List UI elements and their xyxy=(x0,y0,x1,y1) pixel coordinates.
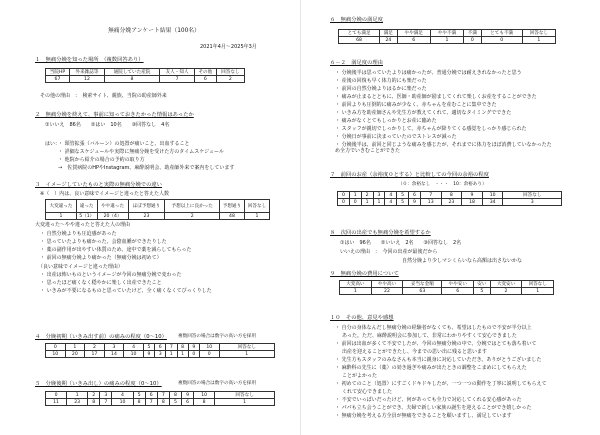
table-cell: 14 xyxy=(104,351,124,358)
table-cell: 2 xyxy=(216,76,244,83)
table-cell: 0 xyxy=(188,351,199,358)
table-cell: 回答なし xyxy=(522,30,555,37)
table-cell: 7 xyxy=(160,76,195,83)
table-cell: 0 xyxy=(481,37,522,44)
table-cell: 5 xyxy=(143,344,154,351)
table-cell: 回答なし xyxy=(216,69,244,76)
q10-line: ・ パパも立ち会うことができ、夫婦で新しい家族の誕生を迎えることができ嬉しかった xyxy=(335,405,532,411)
table-cell: 安い xyxy=(474,281,491,288)
table-header-row xyxy=(339,30,556,37)
table-cell: 10 xyxy=(482,192,503,199)
table-cell: 回答なし xyxy=(215,392,275,399)
table-cell: やや違った xyxy=(97,200,128,213)
q3-good-line: ・ 思ったほど痛くなく穏やかに楽しく出産できたこと xyxy=(40,280,162,286)
table-row xyxy=(46,351,275,358)
q2-answer: ①いいえ 86名 ②はい 10名 ③回答なし 4名 xyxy=(45,122,170,128)
q10-heading: １０ その他、意見や感想 xyxy=(330,315,394,321)
table-cell: 1 xyxy=(219,351,274,358)
table-cell: 10 xyxy=(112,399,133,406)
table-cell: 9 xyxy=(409,199,421,206)
table-cell: ほぼ予想通り xyxy=(128,200,165,213)
table-row xyxy=(340,288,554,295)
q62-line: ・ スタッフが親切でしっかりして、赤ちゃんが降りてくる感覚をしっかり感じられた xyxy=(335,126,527,132)
q3-diff-line: ・ 自然分娩よりも圧迫感があった xyxy=(40,231,117,237)
table-cell: やや不満 xyxy=(430,30,463,37)
document-title: 無痛分娩アンケート結果（100名） xyxy=(108,28,200,34)
table-cell: 0 xyxy=(338,192,350,199)
table-cell: 68 xyxy=(339,37,380,44)
q3-note: ※（ ）内は、良い意味でイメージと違ったと答えた人数 xyxy=(40,191,170,197)
table-cell: 9 xyxy=(181,392,193,399)
table-cell: 1 xyxy=(522,37,555,44)
q5-heading: ５ 分娩後期（いきみ出し）の痛みの程度（0～10） xyxy=(35,381,162,387)
table-cell: 23 xyxy=(67,399,88,406)
table-cell: 不満 xyxy=(464,30,481,37)
q10-line: ・ 麻酔科の先生に（薬）の効き過ぎや痛みが出たときの調整をこまめにしてもらえた xyxy=(335,365,527,371)
table-cell: 10 xyxy=(124,351,144,358)
table-cell: 6 xyxy=(145,392,157,399)
table-header-row xyxy=(46,200,270,213)
table-cell: 違った xyxy=(76,200,97,213)
table-cell: 3 xyxy=(503,199,562,206)
table-cell: やや満足 xyxy=(397,30,430,37)
table-cell: 3 xyxy=(155,351,166,358)
table-cell: 8 xyxy=(441,192,462,199)
q4-heading: ４ 分娩初期（いきみ出す前）の痛みの程度（0～10） xyxy=(35,334,167,340)
q8-no-heading: いいえの理由 ： 今回の出産が最後だから xyxy=(340,249,438,255)
table-cell: 23 xyxy=(128,213,165,220)
table-row xyxy=(339,37,556,44)
table-cell: 8 xyxy=(104,76,159,83)
q8-answer: ①はい 96名 ②いいえ 2名 ③回答なし 2名 xyxy=(340,240,462,246)
table-cell: 8 xyxy=(157,399,169,406)
q2-yes-line: ・ 詳細なスケジュールや実際に無痛分娩を受けた方のタイムスケジュール xyxy=(58,149,224,155)
table-cell: 2 xyxy=(490,288,522,295)
table-cell: 2 xyxy=(165,213,220,220)
table-cell: 10 xyxy=(194,392,215,399)
table-header-row xyxy=(46,69,245,76)
q62-line: ・ 産後の回復も早く体力的にも楽だった xyxy=(335,78,427,84)
q10-line: くれて安心できました xyxy=(342,389,393,395)
table-cell: 通院していた産院 xyxy=(104,69,159,76)
table-cell: 3 xyxy=(104,344,124,351)
table-cell: 20 xyxy=(65,351,85,358)
q62-line: ・ 前回の自然分娩よりはるかに楽だった xyxy=(335,86,427,92)
table-cell: 24 xyxy=(380,37,397,44)
q3-diff-line: ・ 薬の副作用が出やすい体質のため、途中で薬を減らしてもらった xyxy=(40,247,192,253)
table-cell: 7 xyxy=(166,344,177,351)
q62-heading: ６－２ 満足度の理由 xyxy=(330,60,383,66)
table-cell: 1 xyxy=(166,351,177,358)
q2-yes-line: ・ 頸管拡張（バルーン）の処置が痛いこと、出血すること xyxy=(58,141,190,147)
table-cell: 予想以上に良かった xyxy=(165,200,220,213)
survey-period: 2021年4月～2025年3月 xyxy=(200,44,257,50)
table-cell: 7 xyxy=(100,399,112,406)
q10-line: あった。ただ、麻酔説明会に参加して、非常にわかりやすくて安心できました xyxy=(342,333,517,339)
table-cell: 外来雑誌等 xyxy=(69,69,104,76)
table-cell: 1 xyxy=(177,351,188,358)
table-cell: やや安い xyxy=(442,281,474,288)
q10-line: ・ 初めてのこと（処置）にすごくドキドキしたが、一つ一つの動作を丁寧に説明してもらえて xyxy=(335,381,547,387)
table-row xyxy=(46,213,270,220)
q3-diff-line: ・ 前回の無痛分娩より痛かった（無痛分娩は初めて） xyxy=(40,255,162,261)
table-cell: とても不満 xyxy=(481,30,522,37)
table-cell: 友人・知人 xyxy=(160,69,195,76)
q62-line: ・ 痛みがなくとてもしっかりとお産に臨めた xyxy=(335,118,437,124)
table-cell: 1 xyxy=(46,213,77,220)
table-header-row xyxy=(46,344,275,351)
q62-line: ・ いきみ方を助産師さんや先生方が教えてくれて、適切なタイミングでできた xyxy=(335,110,512,116)
q3-good-heading: （良い意味でイメージと違った理由） xyxy=(38,264,123,270)
table-cell: 48 xyxy=(219,213,244,220)
table-cell: 3 xyxy=(100,392,112,399)
table-cell: 9 xyxy=(188,344,199,351)
table-cell: 5（1） xyxy=(76,213,97,220)
q7-heading: ７ 前回のお産（余裕度０とする）と比較しての今回の余裕の程度 xyxy=(330,172,489,178)
table-cell: 3 xyxy=(373,192,385,199)
q62-line: ・ 分娩後半は、前回と同じような痛みを感じたが、それまでに体力をほぼ消費していなかったため全力でいきむことができた xyxy=(335,142,552,154)
table-cell: 7 xyxy=(157,392,169,399)
table-cell: 大変違った xyxy=(46,200,77,213)
table-cell: 2 xyxy=(361,192,373,199)
table-cell: 22 xyxy=(371,288,403,295)
table-cell: 63 xyxy=(403,288,442,295)
table-cell: 0 xyxy=(46,392,67,399)
table-cell: 8 xyxy=(177,344,188,351)
table-cell: 8 xyxy=(133,399,145,406)
table-header-row xyxy=(340,281,554,288)
table-cell: 6 xyxy=(181,399,193,406)
table-cell: 5 xyxy=(133,392,145,399)
table-cell: 34 xyxy=(482,199,503,206)
table-row xyxy=(338,199,562,206)
table-cell: 1 xyxy=(522,288,554,295)
table-cell: 6 xyxy=(397,37,430,44)
q2-yes-line: → 佐賀病院のHPやInstagram、麻酔説明会、助産師外来で案内をしています xyxy=(58,165,235,171)
table-cell: 予想通り xyxy=(219,200,244,213)
q1-table xyxy=(45,68,245,83)
table-cell: 1 xyxy=(361,199,373,206)
table-cell: 回答なし xyxy=(244,200,269,213)
table-cell: 5 xyxy=(397,199,409,206)
table-cell: 11 xyxy=(46,399,67,406)
table-cell: 1 xyxy=(244,213,269,220)
table-cell: 1 xyxy=(215,399,275,406)
table-row xyxy=(46,76,245,83)
q7-scale: （０：余裕なし ・・・ 10：余裕あり） xyxy=(398,182,487,187)
table-cell: 8 xyxy=(88,399,100,406)
table-cell: 18 xyxy=(462,199,483,206)
table-cell: 2 xyxy=(85,344,105,351)
q62-line: ・ 分娩後半は思っていたよりは痛かったが、普通分娩では耐えきれなかったと思う xyxy=(335,70,522,76)
q7-table xyxy=(337,191,562,206)
table-cell: 満足 xyxy=(380,30,397,37)
table-cell: 4 xyxy=(112,392,133,399)
q4-note: 複数回答の場合は数字の高い方を採用 xyxy=(178,334,257,339)
table-cell: 7 xyxy=(145,399,157,406)
table-cell: 20（4） xyxy=(97,213,128,220)
q8-no-line: 自然分娩より少しマシくらいなら高額は出さないかな xyxy=(402,258,523,264)
table-cell: 13 xyxy=(420,199,441,206)
q3-diff-line: ・ 思っていたよりも痛かった、会陰血腫ができたりした xyxy=(40,239,167,245)
q5-note: 複数回答の場合は数字の高い方を採用 xyxy=(178,381,257,386)
table-cell: 4 xyxy=(124,344,144,351)
q1-heading: １ 無痛分娩を知った場所 （複数回答あり） xyxy=(35,57,144,63)
q6-heading: ６ 無痛分娩の満足度 xyxy=(330,17,383,23)
table-cell: 6 xyxy=(409,192,421,199)
q2-yes-label: はい： xyxy=(45,141,61,147)
q9-heading: ９ 無痛分娩の費用について xyxy=(330,271,399,277)
table-cell: 0 xyxy=(338,199,350,206)
table-cell: 大変安い xyxy=(490,281,522,288)
q10-line: ・ 前回は出血が多くて不安でしたが、今回の無痛分娩の中で、分娩ではとても落ち着いて xyxy=(335,341,537,347)
q10-line: ・ 不安でいっぱいだったけど、何があっても全力で対応してくれる安心感があった xyxy=(335,397,522,403)
table-cell: 5 xyxy=(474,288,491,295)
table-cell: 10 xyxy=(46,351,66,358)
q10-line: ・ 先生方もスタッフのみなさんも本当に親身に対応していただき、ありがとうございました xyxy=(335,357,542,363)
q4-table xyxy=(45,343,275,358)
q2-heading: ２ 無痛分娩を終えて、事前に知っておきたかった情報はあったか xyxy=(35,112,194,118)
table-cell: 12 xyxy=(69,76,104,83)
q8-heading: ８ 次回の出産でも無痛分娩を希望するか xyxy=(330,230,431,236)
table-cell: 10 xyxy=(199,344,219,351)
table-cell: 回答なし xyxy=(219,344,274,351)
q10-line: 出産を迎えることができたし、今までの思い出に残ると思います xyxy=(342,349,488,355)
table-cell: 0 xyxy=(199,351,219,358)
table-cell: 回答なし xyxy=(522,281,554,288)
q5-table xyxy=(45,391,275,406)
table-cell: 9 xyxy=(462,192,483,199)
table-cell: 6 xyxy=(155,344,166,351)
q3-good-line: ・ いきみが不要になるものと思っていたけど、全く痛くなくてびっくりした xyxy=(40,288,212,294)
table-cell: 回答なし xyxy=(503,192,562,199)
table-cell: 4 xyxy=(385,192,397,199)
table-cell: やや高い xyxy=(371,281,403,288)
table-cell: 17 xyxy=(85,351,105,358)
q3-diff-heading: 大変違った～やや違ったと答えた人の理由 xyxy=(35,222,131,228)
q62-line: ・ 痛みが止まるとともに、医師・助産師が励ましてくれて楽しくお産をすることができた xyxy=(335,94,537,100)
table-cell: 0 xyxy=(46,344,66,351)
table-header-row xyxy=(338,192,562,199)
q2-yes-line: ・ 他院から紹介の場合の予約の取り方 xyxy=(58,157,145,163)
table-cell: 1 xyxy=(340,288,372,295)
table-cell: その他 xyxy=(195,69,217,76)
table-cell: 1 xyxy=(349,192,361,199)
table-cell: 6 xyxy=(442,288,474,295)
table-cell: 1 xyxy=(65,344,85,351)
table-cell: 1 xyxy=(373,199,385,206)
table-cell: 1 xyxy=(67,392,88,399)
table-cell: 5 xyxy=(397,192,409,199)
table-cell: 8 xyxy=(169,392,181,399)
q10-line: ことがよかった xyxy=(342,373,378,379)
q3-good-line: ・ 出産は怖いものというイメージが今回の無痛分娩で変わった xyxy=(40,272,182,278)
table-cell: 6 xyxy=(195,76,217,83)
q10-line: ・ 無痛分娩を考える方全員が無痛をできることを願いますし、満足しています xyxy=(335,413,512,419)
table-cell: 67 xyxy=(46,76,70,83)
q6-table xyxy=(338,29,556,44)
q62-line: ・ 分娩日が事前に決まっていたのでストレスが減った xyxy=(335,134,457,140)
table-row xyxy=(46,399,275,406)
table-cell: 当院HP xyxy=(46,69,70,76)
q1-other: その他の理由 ： 検索サイト、親族、当院の助産師外来 xyxy=(40,93,167,99)
q62-line: ・ 前回よりも圧倒的に痛みが少なく、赤ちゃんを産むことに集中できた xyxy=(335,102,497,108)
table-cell: 0 xyxy=(464,37,481,44)
table-cell: 2 xyxy=(88,392,100,399)
table-cell: 大変高い xyxy=(340,281,372,288)
q10-line: ・ 自分の身体なんだし無痛分娩の経験者がなくても、希望はしたもので不安が半分以上 xyxy=(335,325,532,331)
column-divider xyxy=(300,0,301,435)
table-cell: 9 xyxy=(143,351,154,358)
table-cell: 8 xyxy=(194,399,215,406)
table-cell: 4 xyxy=(385,199,397,206)
q3-heading: ３ イメージしていたものと実際の無痛分娩での違い xyxy=(35,182,162,188)
table-header-row xyxy=(46,392,275,399)
table-cell: 5 xyxy=(169,399,181,406)
table-cell: 0 xyxy=(349,199,361,206)
table-cell: 妥当な金額 xyxy=(403,281,442,288)
table-cell: 23 xyxy=(441,199,462,206)
table-cell: 7 xyxy=(420,192,441,199)
q9-table xyxy=(339,280,554,295)
table-cell: とても満足 xyxy=(339,30,380,37)
table-cell: 1 xyxy=(430,37,463,44)
q3-table xyxy=(45,199,270,220)
